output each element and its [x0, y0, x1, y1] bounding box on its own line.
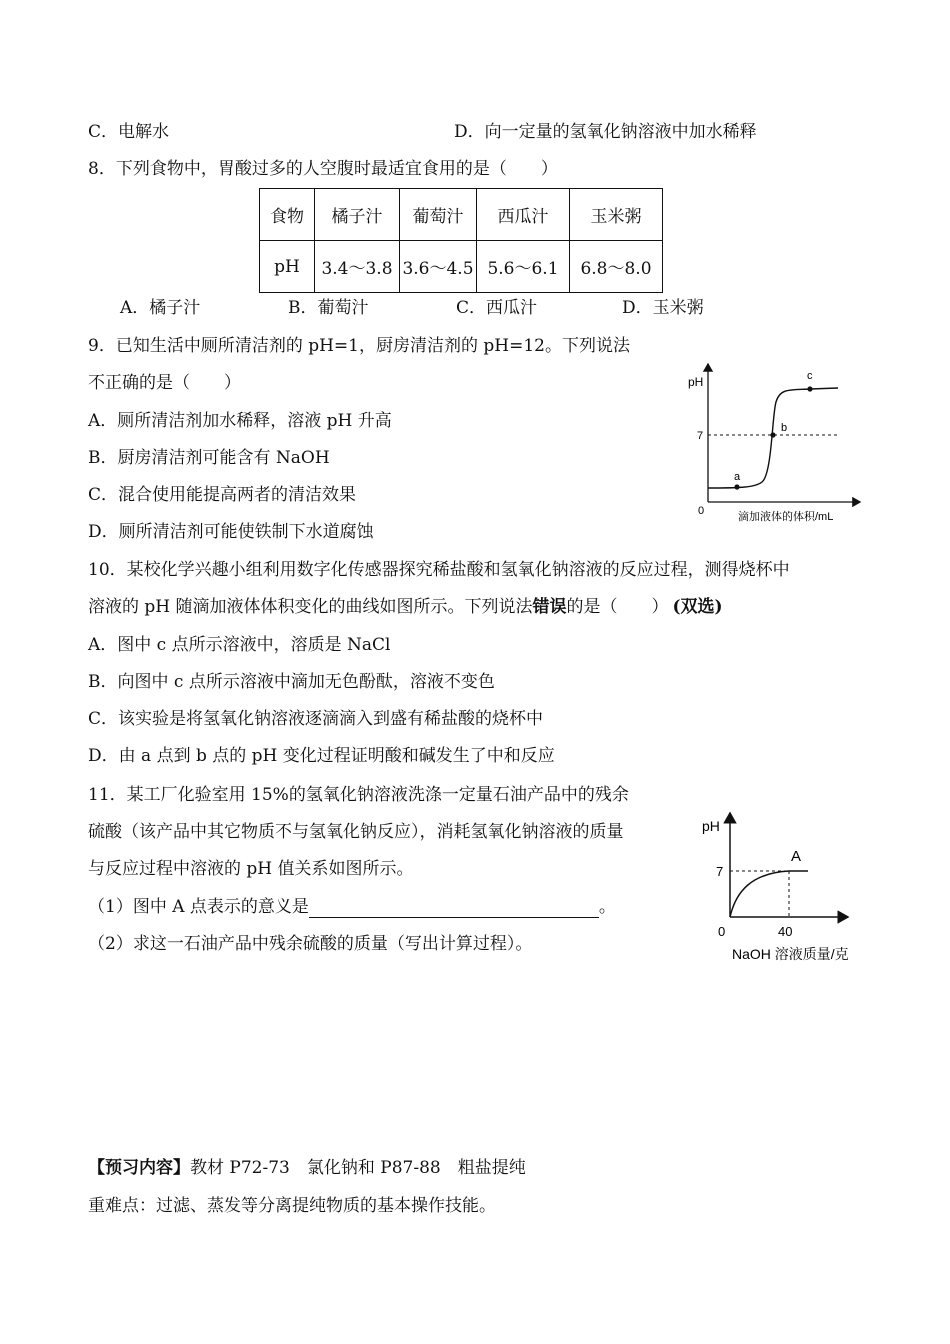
x-axis-label: 滴加液体的体积/mL: [738, 511, 834, 523]
table-cell: 3.6～4.5: [400, 241, 477, 293]
q8-option-d: D．玉米粥: [622, 298, 704, 318]
y-axis-label: pH: [702, 818, 720, 834]
q11-sub1-text: （1）图中 A 点表示的意义是: [88, 897, 309, 917]
table-header-row: [260, 189, 663, 241]
table-cell: pH: [260, 241, 315, 293]
q9-option-d: D．厕所清洁剂可能使铁制下水道腐蚀: [88, 522, 374, 542]
x-axis-label: NaOH 溶液质量/克: [732, 946, 849, 962]
titration-ph-graph: [680, 352, 870, 524]
q10-option-d: D．由 a 点到 b 点的 pH 变化过程证明酸和碱发生了中和反应: [88, 746, 555, 766]
table-row: [260, 241, 663, 293]
point-c-marker: [807, 386, 812, 391]
table-cell: 3.4～3.8: [315, 241, 400, 293]
q8-option-a: A．橘子汁: [120, 298, 201, 318]
table-cell: 葡萄汁: [400, 189, 477, 241]
point-a-label: A: [791, 848, 802, 865]
key-points: 重难点：过滤、蒸发等分离提纯物质的基本操作技能。: [88, 1196, 496, 1216]
q11-stem-line1: 11．某工厂化验室用 15%的氢氧化钠溶液洗涤一定量石油产品中的残余: [88, 785, 629, 805]
q7-option-c: C．电解水: [88, 122, 170, 142]
q9-stem-line2: 不正确的是（ ）: [88, 373, 241, 393]
ph-curve: [708, 388, 838, 488]
origin-label: 0: [698, 505, 705, 517]
food-ph-table: [259, 188, 663, 293]
table-cell: 橘子汁: [315, 189, 400, 241]
q11-sub2: （2）求这一石油产品中残余硫酸的质量（写出计算过程）。: [88, 934, 533, 954]
ph-curve: [730, 871, 789, 917]
point-a-marker: [734, 484, 739, 489]
point-a-label: a: [734, 471, 741, 483]
q10-option-a: A．图中 c 点所示溶液中，溶质是 NaCl: [88, 635, 391, 655]
x-tick-40: 40: [778, 924, 793, 939]
y-axis-label: pH: [688, 375, 704, 389]
q8-option-b: B．葡萄汁: [288, 298, 369, 318]
point-b-label: b: [781, 422, 788, 434]
naoh-ph-graph: [700, 805, 878, 970]
q10-option-b: B．向图中 c 点所示溶液中滴加无色酚酞，溶液不变色: [88, 672, 495, 692]
preview-line: [88, 1157, 526, 1179]
y-tick-7: 7: [697, 430, 704, 442]
q10-double-choice-tag: (双选): [672, 597, 723, 617]
q11-stem-line3: 与反应过程中溶液的 pH 值关系如图所示。: [88, 859, 414, 879]
y-tick-7: 7: [716, 864, 724, 879]
q9-option-c: C．混合使用能提高两者的清洁效果: [88, 485, 357, 505]
point-c-label: c: [807, 370, 813, 382]
q9-option-a: A．厕所清洁剂加水稀释，溶液 pH 升高: [88, 411, 392, 431]
q8-stem: 8．下列食物中，胃酸过多的人空腹时最适宜食用的是（ ）: [88, 159, 558, 179]
answer-blank[interactable]: [309, 899, 599, 918]
q10-option-c: C．该实验是将氢氧化钠溶液逐滴滴入到盛有稀盐酸的烧杯中: [88, 709, 544, 729]
q10-stem-line2: [88, 596, 723, 618]
table-cell: 食物: [260, 189, 315, 241]
table-cell: 西瓜汁: [477, 189, 570, 241]
q11-sub1: [88, 896, 616, 918]
q9-stem-line1: 9．已知生活中厕所清洁剂的 pH=1，厨房清洁剂的 pH=12。下列说法: [88, 336, 630, 356]
preview-content: 教材 P72-73 氯化钠和 P87-88 粗盐提纯: [190, 1158, 526, 1178]
q11-stem-line2: 硫酸（该产品中其它物质不与氢氧化钠反应），消耗氢氧化钠溶液的质量: [88, 822, 624, 842]
table-cell: 5.6～6.1: [477, 241, 570, 293]
q8-option-c: C．西瓜汁: [456, 298, 538, 318]
q11-sub1-end: 。: [598, 897, 616, 917]
point-b-marker: [770, 432, 775, 437]
q10-stem-pre: 溶液的 pH 随滴加液体体积变化的曲线如图所示。下列说法: [88, 597, 533, 617]
table-cell: 6.8～8.0: [570, 241, 663, 293]
preview-heading: 【预习内容】: [88, 1158, 190, 1178]
q9-option-b: B．厨房清洁剂可能含有 NaOH: [88, 448, 330, 468]
q7-option-d: D．向一定量的氢氧化钠溶液中加水稀释: [454, 122, 757, 142]
q10-stem-post: 的是（ ）: [566, 597, 669, 617]
origin-label: 0: [718, 924, 726, 939]
q10-stem-line1: 10．某校化学兴趣小组利用数字化传感器探究稀盐酸和氢氧化钠溶液的反应过程，测得烧杯中: [88, 560, 790, 580]
q10-stem-emphasis: 错误: [532, 597, 567, 617]
table-cell: 玉米粥: [570, 189, 663, 241]
